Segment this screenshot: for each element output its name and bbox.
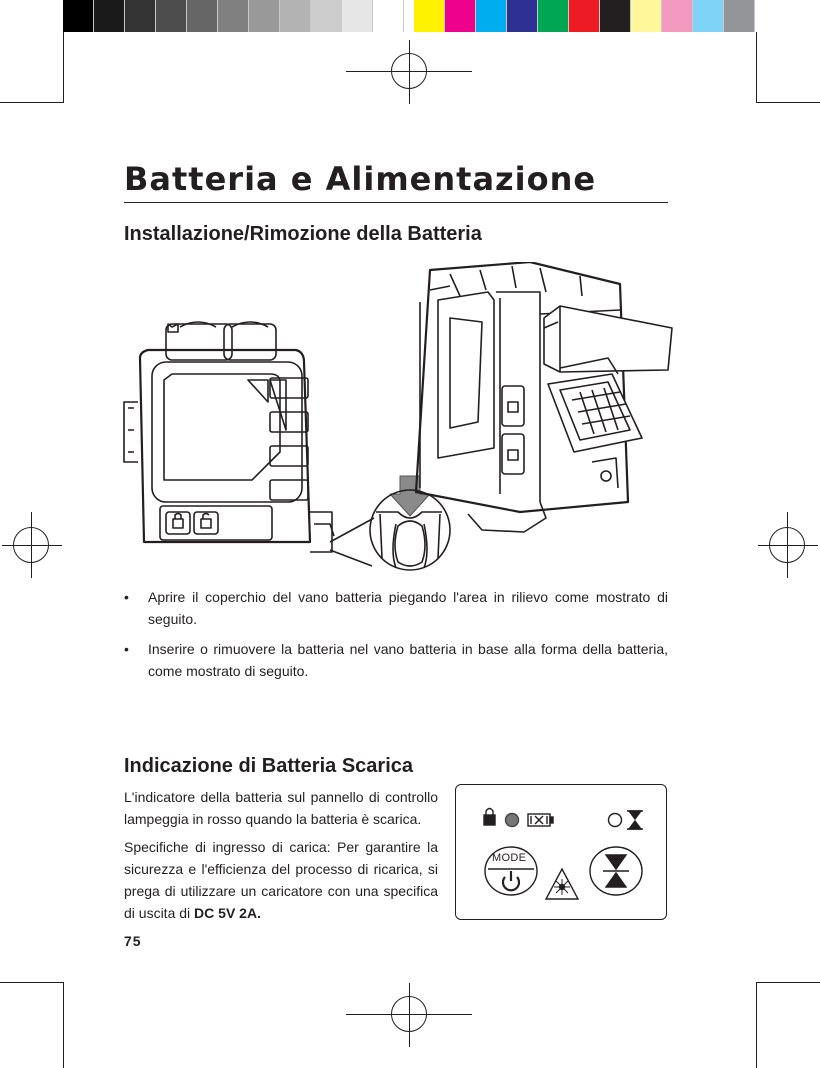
crop-mark bbox=[0, 102, 64, 103]
color-swatch bbox=[156, 0, 187, 32]
crop-mark bbox=[756, 982, 757, 1068]
lock-icon bbox=[484, 809, 495, 826]
bullet-mark: • bbox=[124, 641, 129, 657]
color-swatch bbox=[476, 0, 507, 32]
page-title: Batteria e Alimentazione bbox=[124, 160, 597, 198]
color-swatch bbox=[94, 0, 125, 32]
crop-mark bbox=[756, 32, 757, 102]
bullet-text: Inserire o rimuovere la batteria nel vano batteria in base alla forma della batteria, come mostrato di seguito. bbox=[148, 641, 668, 679]
bullet-text: Aprire il coperchio del vano batteria piegando l'area in rilievo come mostrato di seguito. bbox=[148, 589, 668, 627]
color-calibration-bar bbox=[63, 0, 755, 32]
color-swatch bbox=[218, 0, 249, 32]
color-swatch bbox=[187, 0, 218, 32]
crop-mark bbox=[756, 982, 820, 983]
color-swatch bbox=[693, 0, 724, 32]
bullet-item bbox=[124, 586, 668, 630]
bullet-mark: • bbox=[124, 589, 129, 605]
color-swatch bbox=[445, 0, 476, 32]
color-swatch bbox=[373, 0, 404, 32]
color-swatch bbox=[125, 0, 156, 32]
charging-spec-value: DC 5V 2A. bbox=[194, 905, 261, 921]
crop-mark bbox=[0, 982, 64, 983]
crop-mark bbox=[63, 32, 64, 102]
color-swatch bbox=[311, 0, 342, 32]
tilt-icon bbox=[627, 811, 643, 829]
color-swatch bbox=[662, 0, 693, 32]
color-swatch bbox=[63, 0, 94, 32]
crop-mark bbox=[63, 982, 64, 1068]
control-panel-illustration bbox=[455, 784, 667, 920]
section-heading-install: Installazione/Rimozione della Batteria bbox=[124, 223, 482, 245]
bullet-item bbox=[124, 638, 668, 682]
tilt-button bbox=[590, 847, 642, 895]
color-swatch bbox=[631, 0, 662, 32]
color-swatch bbox=[280, 0, 311, 32]
laser-level-battery-open-view bbox=[416, 262, 672, 532]
color-swatch bbox=[414, 0, 445, 32]
crop-mark bbox=[756, 102, 820, 103]
page-number: 75 bbox=[124, 933, 142, 949]
swatch-gap bbox=[404, 0, 414, 32]
zoom-detail-circle bbox=[330, 490, 450, 570]
laser-warning-icon bbox=[546, 869, 578, 899]
color-swatch bbox=[507, 0, 538, 32]
charging-spec-text: Specifiche di ingresso di carica: Per garantire la sicurezza e l'efficienza del processo di ricarica, si prega di utilizzare un caricatore con una specifica di uscita di bbox=[124, 839, 438, 921]
section-heading-low-battery: Indicazione di Batteria Scarica bbox=[124, 755, 413, 777]
arrow-down-icon bbox=[390, 476, 430, 516]
color-swatch bbox=[724, 0, 755, 32]
color-swatch bbox=[569, 0, 600, 32]
color-swatch bbox=[342, 0, 373, 32]
battery-led-icon bbox=[506, 814, 519, 827]
laser-level-front-view bbox=[124, 322, 334, 552]
title-divider bbox=[124, 202, 668, 203]
battery-icon bbox=[528, 814, 553, 826]
mode-label: MODE bbox=[492, 852, 527, 864]
battery-install-illustration bbox=[120, 262, 680, 572]
color-swatch bbox=[600, 0, 631, 32]
color-swatch bbox=[249, 0, 280, 32]
charging-spec-paragraph bbox=[124, 836, 438, 924]
low-battery-paragraph: L'indicatore della batteria sul pannello di controllo lampeggia in rosso quando la batteria è scarica. bbox=[124, 789, 438, 827]
tilt-led-icon bbox=[609, 814, 622, 827]
color-swatch bbox=[538, 0, 569, 32]
